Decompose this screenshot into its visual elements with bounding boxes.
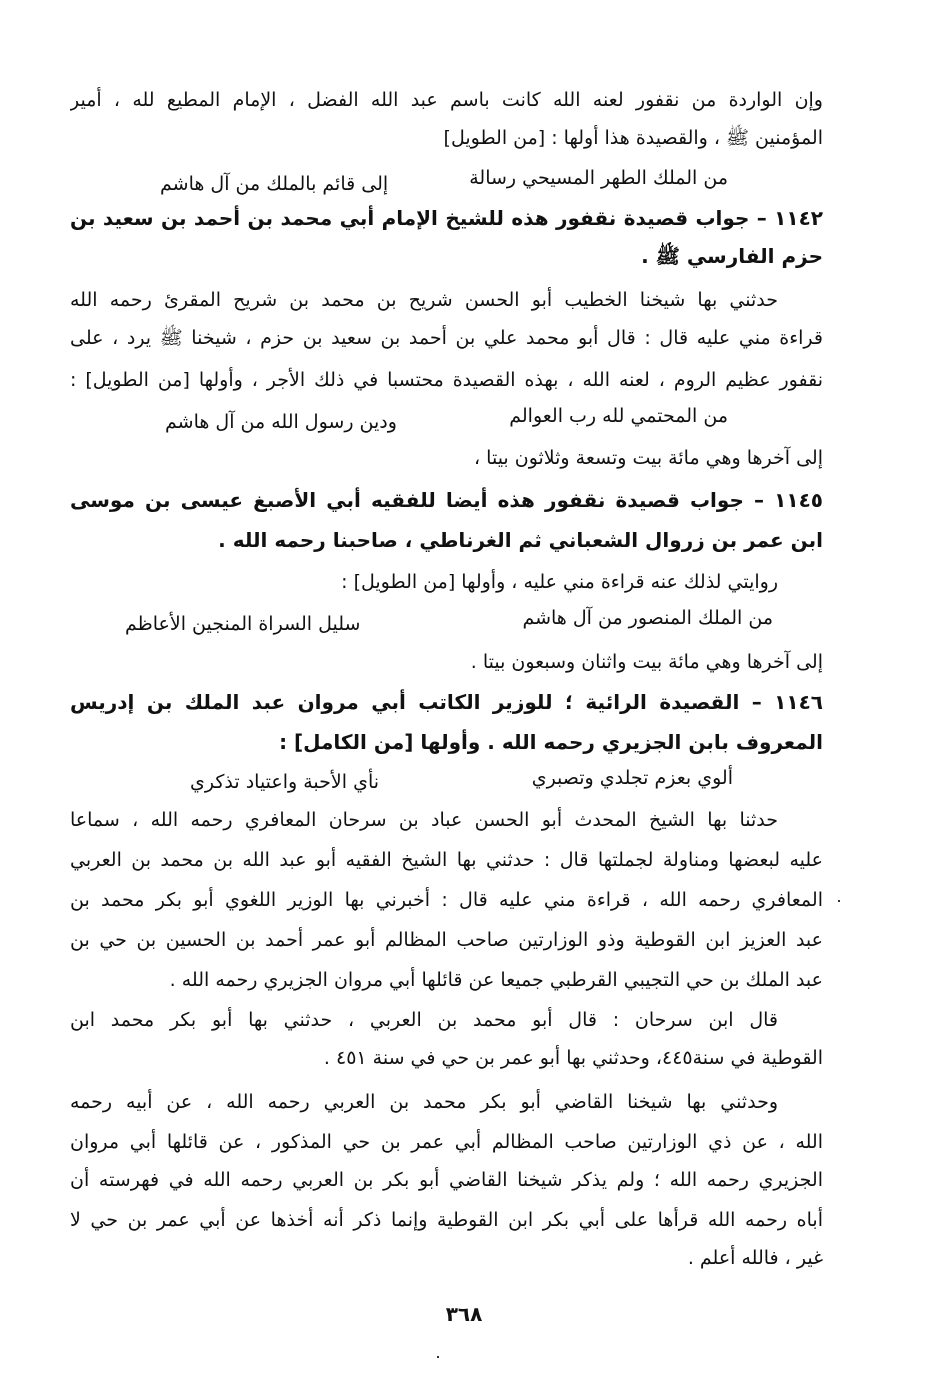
text-line: وحدثني بها شيخنا القاضي أبو بكر محمد بن العربي رحمه الله ، عن أبيه رحمه	[70, 1091, 778, 1113]
entry-heading: المعروف بابن الجزيري رحمه الله . وأولها [من الكامل] :	[279, 730, 823, 754]
verse-second-hemistich: إلى قائم بالملك من آل هاشم	[160, 173, 389, 195]
scan-speck	[437, 1356, 439, 1358]
text-line: أباه رحمه الله قرأها على أبي بكر ابن القوطية وإنما ذكر أنه أخذها عن أبي عمر بن حي لا	[70, 1209, 823, 1231]
text-line: المعافري رحمه الله ، قراءة مني عليه قال : أخبرني بها الوزير اللغوي أبو بكر محمد بن	[70, 889, 823, 911]
entry-heading: ١١٤٦ – القصيدة الرائية ؛ للوزير الكاتب أبي مروان عبد الملك بن إدريس	[70, 690, 823, 714]
text-line: عبد الملك بن حي التجيبي القرطبي جميعا عن قائلها أبي مروان الجزيري رحمه الله .	[169, 969, 823, 991]
entry-heading: ١١٤٥ – جواب قصيدة نقفور هذه أيضا للفقيه أبي الأصبغ عيسى بن موسى	[70, 488, 823, 512]
verse-first-hemistich: من الملك المنصور من آل هاشم	[522, 607, 773, 629]
text-line: حدثني بها شيخنا الخطيب أبو الحسن شريح بن محمد بن شريح المقرئ رحمه الله	[70, 289, 778, 311]
text-line: الله ، عن ذي الوزارتين صاحب المظالم أبي عمر بن حي المذكور ، عن قائلها أبي مروان	[70, 1131, 823, 1153]
verse-second-hemistich: سليل السراة المنجين الأعاظم	[125, 613, 361, 635]
verse-second-hemistich: ودين رسول الله من آل هاشم	[165, 411, 397, 433]
text-line: عليه لبعضها ومناولة لجملتها قال : حدثني بها الشيخ الفقيه أبو عبد الله بن محمد بن العربي	[70, 849, 823, 871]
page-number: ٣٦٨	[445, 1302, 483, 1326]
text-line: قال ابن سرحان : قال أبو محمد بن العربي ، حدثني بها أبو بكر محمد ابن	[70, 1009, 778, 1031]
text-line: إلى آخرها وهي مائة بيت واثنان وسبعون بيتا .	[470, 651, 823, 673]
text-line: حدثنا بها الشيخ المحدث أبو الحسن عباد بن سرحان المعافري رحمه الله ، سماعا	[70, 809, 778, 831]
text-line: الجزيري رحمه الله ؛ ولم يذكر شيخنا القاضي أبو بكر بن العربي رحمه الله في فهرسته أن	[70, 1169, 823, 1191]
entry-heading: ١١٤٢ – جواب قصيدة نقفور هذه للشيخ الإمام أبي محمد بن أحمد بن سعيد بن	[70, 206, 823, 230]
text-line: المؤمنين ﷺ ، والقصيدة هذا أولها : [من الطويل]	[443, 127, 823, 149]
text-line: عبد العزيز ابن القوطية وذو الوزارتين صاحب المظالم أبو عمر أحمد بن الحسين بن حي بن	[70, 929, 823, 951]
verse-first-hemistich: من المحتمي لله رب العوالم	[509, 405, 728, 427]
text-line: القوطية في سنة٤٤٥، وحدثني بها أبو عمر بن حي في سنة ٤٥١ .	[323, 1047, 823, 1069]
verse-first-hemistich: من الملك الطهر المسيحي رسالة	[469, 167, 728, 189]
text-line: روايتي لذلك عنه قراءة مني عليه ، وأولها [من الطويل] :	[341, 571, 778, 593]
text-line: غير ، فالله أعلم .	[687, 1247, 823, 1269]
scan-speck	[838, 900, 840, 902]
entry-heading: ابن عمر بن زروال الشعباني ثم الغرناطي ، صاحبنا رحمه الله .	[218, 528, 823, 552]
entry-heading: حزم الفارسي ﷺ .	[641, 244, 823, 268]
verse-second-hemistich: نأي الأحبة واعتياد تذكري	[190, 771, 380, 793]
verse-first-hemistich: ألوي بعزم تجلدي وتصبري	[531, 767, 733, 789]
text-line: قراءة مني عليه قال : قال أبو محمد علي بن أحمد بن سعيد بن حزم ، شيخنا ﷺ يرد ، على	[70, 327, 823, 349]
text-line: إلى آخرها وهي مائة بيت وتسعة وثلاثون بيتا ،	[474, 447, 823, 469]
text-line: وإن الواردة من نقفور لعنه الله كانت باسم عبد الله الفضل ، الإمام المطيع لله ، أمير	[70, 89, 823, 111]
text-line: نقفور عظيم الروم ، لعنه الله ، بهذه القصيدة محتسبا في ذلك الأجر ، وأولها [من الطويل] :	[70, 369, 823, 391]
